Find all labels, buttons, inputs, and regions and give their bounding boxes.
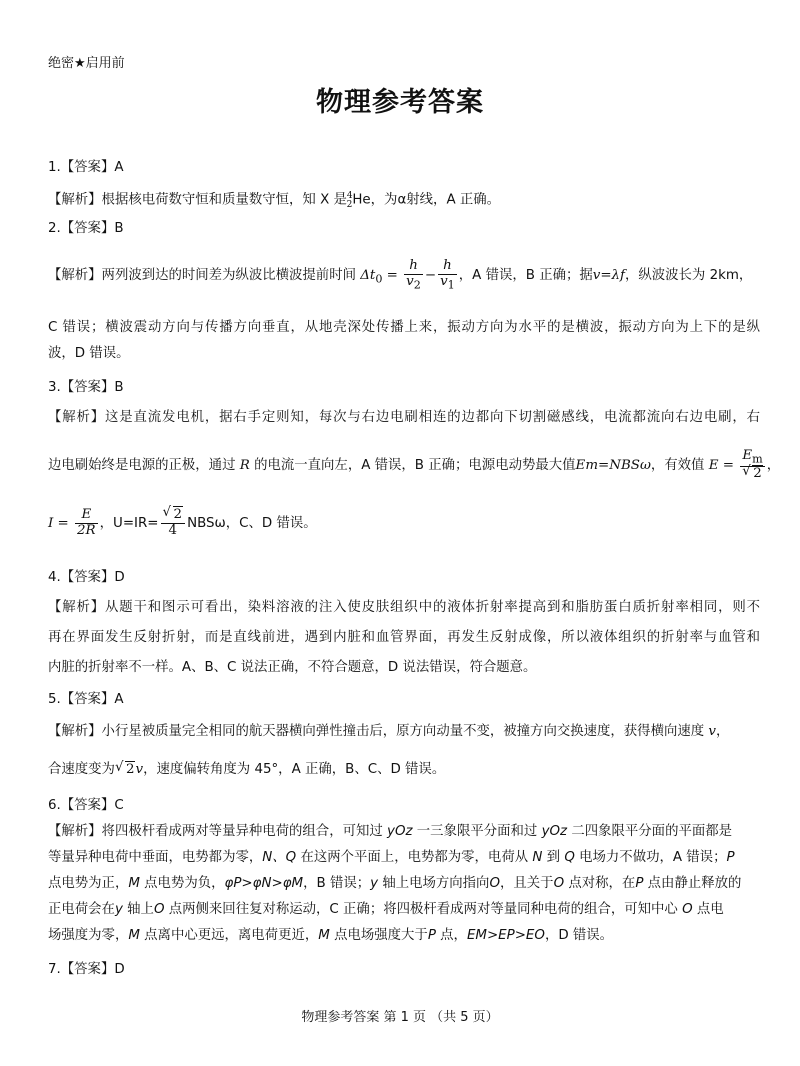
explanation-5-line-2: 合速度变为 √ 2v，速度偏转角度为 45°，A 正确，B、C、D 错误。 (48, 760, 446, 777)
page-title: 物理参考答案 (316, 87, 484, 118)
explanation-3-line-2: 边电刷始终是电源的正极，通过 R 的电流一直向左，A 错误，B 正确；电源电动势最大值Em=NBSω，有效值 E = $E_m$ √ 2 ， (48, 448, 781, 482)
explanation-4-line-2: 再在界面发生反射折射，而是直线前进，遇到内脏和血管界面，再发生反射成像，所以液体组织的折射率与血管和 (48, 630, 760, 645)
fraction-h-v2: $\frac{h}{v_2}$ (406, 258, 421, 292)
answer-3: 3.【答案】B (48, 380, 124, 395)
explanation-4-line-1: 【解析】从题干和图示可看出，染料溶液的注入使皮肤组织中的液体折射率提高到和脂肪蛋白质折射率相同，则不 (48, 600, 760, 615)
explanation-6-line-1: 【解析】将四极杆看成两对等量异种电荷的组合，可知过 yOz 一三象限平分面和过 yOz 二四象限平分面的平面都是 (48, 824, 733, 839)
page-footer: 物理参考答案 第 1 页 （共 5 页） (301, 1010, 499, 1025)
answer-5: 5.【答案】A (48, 692, 124, 707)
explanation-6-line-2: 等量异种电荷中垂面，电势都为零，N、Q 在这两个平面上，电势都为零，电荷从 N 到 Q 电场力不做功，A 错误；P (48, 850, 735, 865)
explanation-6-line-3: 点电势为正，M 点电势为负，φP>φN>φM，B 错误；y 轴上电场方向指向O，且关于O 点对称，在P 点由静止释放的 (48, 876, 742, 891)
explanation-1: 【解析】根据核电荷数守恒和质量数守恒，知 X 是$^4_2$He，为α射线，A 正确。 (48, 191, 501, 211)
answer-1: 1.【答案】A (48, 160, 124, 175)
explanation-2-line-3: 波，D 错误。 (48, 346, 130, 361)
explanation-3-line-1: 【解析】这是直流发电机，据右手定则知，每次与右边电刷相连的边都向下切割磁感线，电流都流向右边电刷，右 (48, 410, 760, 425)
explanation-5-line-1: 【解析】小行星被质量完全相同的航天器横向弹性撞击后，原方向动量不变，被撞方向交换速度，获得横向速度 v， (48, 724, 730, 739)
answer-4: 4.【答案】D (48, 570, 125, 585)
fraction-em-root2: $E_m$ √ 2 (740, 449, 765, 482)
explanation-2-line-2: C 错误；横波震动方向与传播方向垂直，从地壳深处传播上来，振动方向为水平的是横波，振动方向为上下的是纵 (48, 320, 760, 335)
explanation-3-line-3: I = $\frac{E}{2R}$ ，U=IR= √ 2 4 NBSω，C、D 错误。 (48, 505, 317, 538)
confidential-label: 绝密★启用前 (48, 56, 125, 71)
explanation-2-line-1: 【解析】两列波到达的时间差为纵波比横波提前时间 $\Delta t_0$ = $\frac{h}{v_2}$ − $\frac{h}{v_1}$ ，A 错误，B 正确；据v=λf，纵波波长为 2km， (48, 258, 753, 292)
answer-6: 6.【答案】C (48, 798, 124, 813)
explanation-4-line-3: 内脏的折射率不一样。A、B、C 说法正确，不符合题意，D 说法错误，符合题意。 (48, 660, 537, 675)
explanation-6-line-4: 正电荷会在y 轴上O 点两侧来回往复对称运动，C 正确；将四极杆看成两对等量同种电荷的组合，可知中心 O 点电 (48, 902, 724, 917)
fraction-root2-4: √ 2 4 (161, 508, 186, 538)
answer-7: 7.【答案】D (48, 962, 125, 977)
explanation-6-line-5: 场强度为零，M 点离中心更远，离电荷更近，M 点电场强度大于P 点，EM>EP>EO，D 错误。 (48, 928, 614, 943)
answer-2: 2.【答案】B (48, 221, 124, 236)
fraction-e-2r: $\frac{E}{2R}$ (77, 507, 96, 538)
fraction-h-v1: $\frac{h}{v_1}$ (440, 258, 455, 292)
